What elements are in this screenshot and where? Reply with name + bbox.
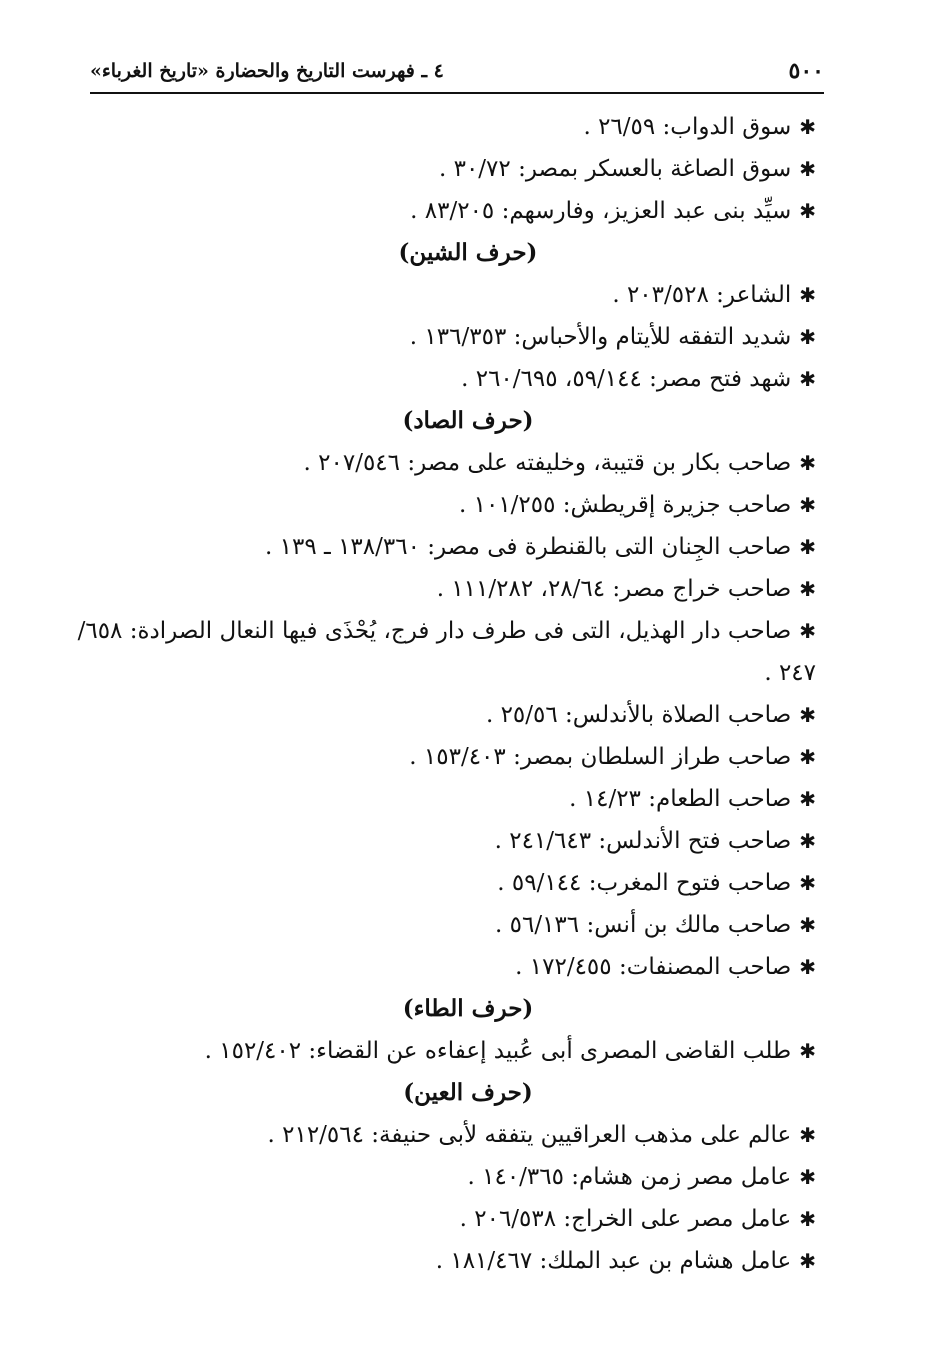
entry-text: صاحب بكار بن قتيبة، وخليفته على مصر: ٢٠٧/٥٤٦ . bbox=[303, 450, 792, 476]
entry-text: طلب القاضى المصرى أبى عُبيد إعفاءه عن القضاء: ١٥٢/٤٠٢ . bbox=[204, 1038, 792, 1064]
entry-text: عامل مصر زمن هشام: ١٤٠/٣٦٥ . bbox=[467, 1164, 792, 1190]
entry-text: صاحب الطعام: ١٤/٢٣ . bbox=[569, 786, 792, 812]
index-entry bbox=[60, 190, 816, 232]
index-entry bbox=[60, 904, 816, 946]
index-entry bbox=[60, 106, 816, 148]
entry-text: سوق الصاغة بالعسكر بمصر: ٣٠/٧٢ . bbox=[438, 156, 792, 182]
asterisk-bullet-icon: ✱ bbox=[799, 1207, 816, 1231]
index-entry bbox=[60, 610, 816, 652]
index-entry bbox=[60, 484, 816, 526]
entry-text: صاحب الجِنان التى بالقنطرة فى مصر: ١٣٨/٣٦٠ ـ ١٣٩ . bbox=[265, 534, 792, 560]
entry-text: ٢٤٧ . bbox=[764, 660, 816, 686]
index-entry bbox=[60, 148, 816, 190]
asterisk-bullet-icon: ✱ bbox=[799, 367, 816, 391]
asterisk-bullet-icon: ✱ bbox=[799, 451, 816, 475]
index-entry bbox=[60, 1156, 816, 1198]
index-entry bbox=[60, 820, 816, 862]
index-entry bbox=[60, 1198, 816, 1240]
index-entry bbox=[60, 358, 816, 400]
asterisk-bullet-icon: ✱ bbox=[799, 157, 816, 181]
page-header bbox=[90, 52, 824, 92]
entry-text: صاحب فتوح المغرب: ٥٩/١٤٤ . bbox=[497, 870, 792, 896]
index-entries bbox=[60, 106, 816, 1282]
asterisk-bullet-icon: ✱ bbox=[799, 1039, 816, 1063]
entry-text: صاحب جزيرة إقريطش: ١٠١/٢٥٥ . bbox=[458, 492, 792, 518]
index-entry bbox=[60, 778, 816, 820]
entry-text: عالم على مذهب العراقيين يتفقه لأبى حنيفة: ٢١٢/٥٦٤ . bbox=[267, 1122, 792, 1148]
asterisk-bullet-icon: ✱ bbox=[799, 745, 816, 769]
asterisk-bullet-icon: ✱ bbox=[799, 283, 816, 307]
entry-text: صاحب المصنفات: ١٧٢/٤٥٥ . bbox=[515, 954, 792, 980]
asterisk-bullet-icon: ✱ bbox=[799, 703, 816, 727]
header-divider bbox=[90, 92, 824, 94]
entry-text: الشاعر: ٢٠٣/٥٢٨ . bbox=[612, 282, 792, 308]
entry-text: صاحب دار الهذيل، التى فى طرف دار فرج، يُحْذَى فيها النعال الصرادة: ٦٥٨/ bbox=[77, 618, 792, 644]
section-heading: (حرف العين) bbox=[403, 1079, 533, 1106]
entry-text: عامل مصر على الخراج: ٢٠٦/٥٣٨ . bbox=[459, 1206, 792, 1232]
asterisk-bullet-icon: ✱ bbox=[799, 955, 816, 979]
asterisk-bullet-icon: ✱ bbox=[799, 829, 816, 853]
entry-text: عامل هشام بن عبد الملك: ١٨١/٤٦٧ . bbox=[435, 1248, 792, 1274]
asterisk-bullet-icon: ✱ bbox=[799, 115, 816, 139]
entry-text: صاحب طراز السلطان بمصر: ١٥٣/٤٠٣ . bbox=[409, 744, 792, 770]
index-entry bbox=[60, 316, 816, 358]
asterisk-bullet-icon: ✱ bbox=[799, 325, 816, 349]
asterisk-bullet-icon: ✱ bbox=[799, 493, 816, 517]
asterisk-bullet-icon: ✱ bbox=[799, 619, 816, 643]
index-entry bbox=[60, 694, 816, 736]
section-heading: (حرف الشين) bbox=[398, 239, 538, 266]
index-entry bbox=[60, 568, 816, 610]
index-entry bbox=[60, 736, 816, 778]
section-heading: (حرف الطاء) bbox=[402, 995, 534, 1022]
running-title: ٤ ـ فهرست التاريخ والحضارة «تاريخ الغرباء» bbox=[90, 60, 444, 82]
section-heading: (حرف الصاد) bbox=[402, 407, 534, 434]
index-entry bbox=[60, 526, 816, 568]
index-entry bbox=[60, 274, 816, 316]
entry-text: صاحب فتح الأندلس: ٢٤١/٦٤٣ . bbox=[494, 828, 792, 854]
entry-text: صاحب خراج مصر: ٢٨/٦٤، ١١١/٢٨٢ . bbox=[436, 576, 792, 602]
index-entry bbox=[60, 946, 816, 988]
index-entry bbox=[60, 1030, 816, 1072]
asterisk-bullet-icon: ✱ bbox=[799, 1165, 816, 1189]
asterisk-bullet-icon: ✱ bbox=[799, 1249, 816, 1273]
index-entry bbox=[60, 862, 816, 904]
index-entry bbox=[60, 1240, 816, 1282]
asterisk-bullet-icon: ✱ bbox=[799, 577, 816, 601]
entry-text: شهد فتح مصر: ٥٩/١٤٤، ٢٦٠/٦٩٥ . bbox=[461, 366, 792, 392]
entry-text: سيِّد بنى عبد العزيز، وفارسهم: ٨٣/٢٠٥ . bbox=[410, 198, 792, 224]
asterisk-bullet-icon: ✱ bbox=[799, 1123, 816, 1147]
asterisk-bullet-icon: ✱ bbox=[799, 913, 816, 937]
asterisk-bullet-icon: ✱ bbox=[799, 871, 816, 895]
index-entry bbox=[60, 442, 816, 484]
asterisk-bullet-icon: ✱ bbox=[799, 535, 816, 559]
entry-text: صاحب مالك بن أنس: ٥٦/١٣٦ . bbox=[495, 912, 792, 938]
page-number: ٥٠٠ bbox=[788, 58, 824, 84]
index-entry-continuation bbox=[60, 652, 816, 694]
index-entry bbox=[60, 1114, 816, 1156]
entry-text: سوق الدواب: ٢٦/٥٩ . bbox=[583, 114, 792, 140]
asterisk-bullet-icon: ✱ bbox=[799, 787, 816, 811]
entry-text: شديد التفقه للأيتام والأحباس: ١٣٦/٣٥٣ . bbox=[409, 324, 792, 350]
asterisk-bullet-icon: ✱ bbox=[799, 199, 816, 223]
entry-text: صاحب الصلاة بالأندلس: ٢٥/٥٦ . bbox=[485, 702, 792, 728]
